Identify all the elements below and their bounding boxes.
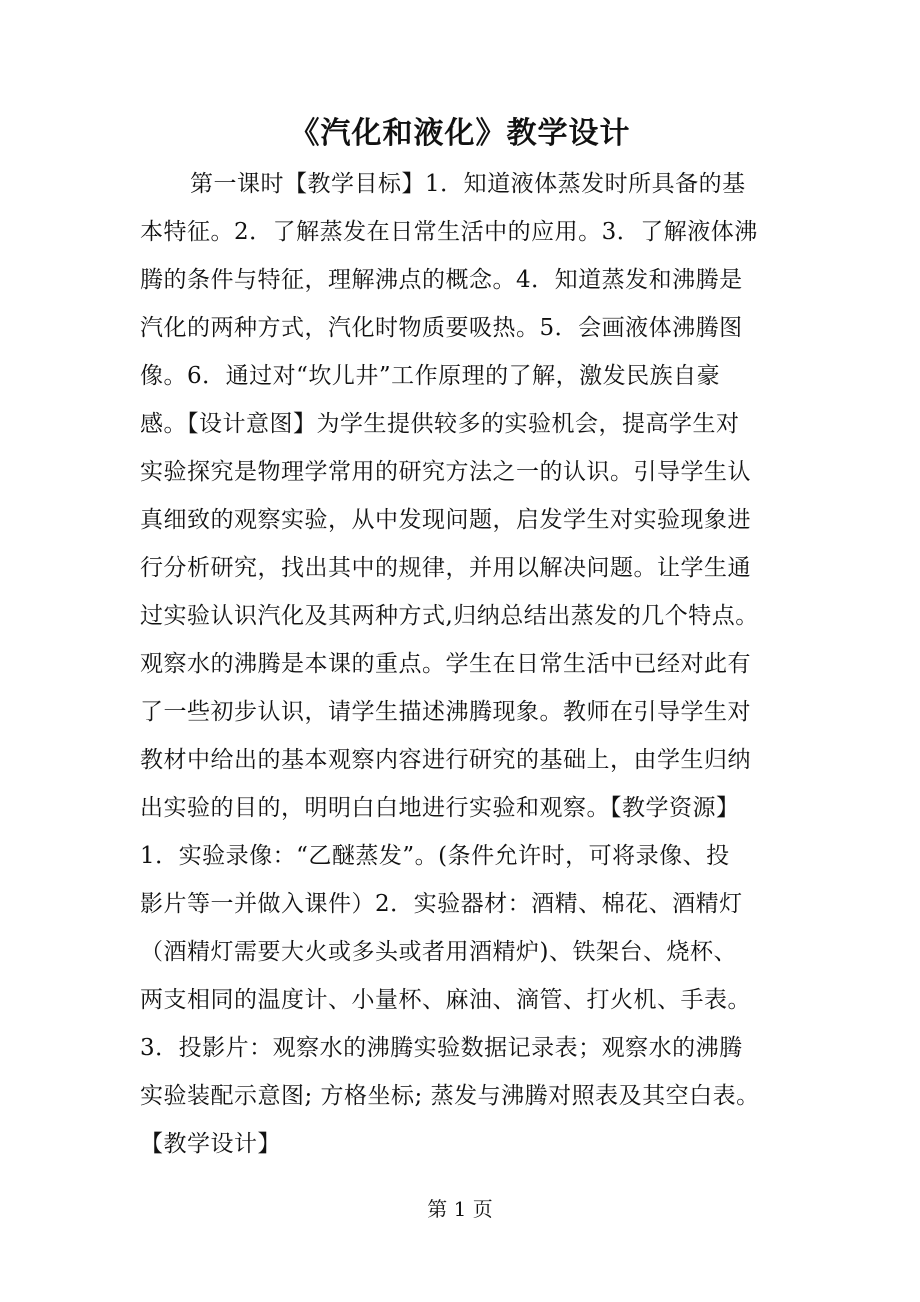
body-line: 出实验的目的，明明白白地进行实验和观察。【教学资源】 [140,795,740,821]
body-line: 观察水的沸腾是本课的重点。学生在日常生活中已经对此有 [140,651,751,677]
body-line: 行分析研究，找出其中的规律，并用以解决问题。让学生通 [140,555,751,581]
body-line: 第一课时【教学目标】1．知道液体蒸发时所具备的基 [190,171,746,197]
body-line: 腾的条件与特征，理解沸点的概念。4．知道蒸发和沸腾是 [140,267,743,293]
page-number: 第 1 页 [427,1197,493,1221]
document-title: 《汽化和液化》教学设计 [289,116,631,151]
body-line: 3．投影片：观察水的沸腾实验数据记录表；观察水的沸腾 [140,1035,743,1061]
body-line: 本特征。2．了解蒸发在日常生活中的应用。3．了解液体沸 [140,219,758,245]
body-line: 实验探究是物理学常用的研究方法之一的认识。引导学生认 [140,459,751,485]
body-line: 过实验认识汽化及其两种方式,归纳总结出蒸发的几个特点。 [140,603,759,629]
body-line: （酒精灯需要大火或多头或者用酒精炉)、铁架台、烧杯、 [140,939,737,965]
body-line: 感。【设计意图】为学生提供较多的实验机会，提高学生对 [140,411,740,437]
body-line: 教材中给出的基本观察内容进行研究的基础上，由学生归纳 [140,747,751,773]
body-line: 实验装配示意图; 方格坐标; 蒸发与沸腾对照表及其空白表。 [140,1083,760,1109]
body-line: 了一些初步认识，请学生描述沸腾现象。教师在引导学生对 [140,699,751,725]
body-line: 【教学设计】 [140,1131,281,1157]
body-line: 两支相同的温度计、小量杯、麻油、滴管、打火机、手表。 [140,987,751,1013]
body-line: 像。6．通过对“坎儿井”工作原理的了解，激发民族自豪 [140,363,721,389]
body-line: 影片等一并做入课件）2．实验器材：酒精、棉花、酒精灯 [140,891,743,917]
body-line: 汽化的两种方式，汽化时物质要吸热。5．会画液体沸腾图 [140,315,743,341]
body-line: 1．实验录像：“乙醚蒸发”。(条件允许时，可将录像、投 [140,843,730,869]
document-body [140,160,820,1168]
body-line: 真细致的观察实验，从中发现问题，启发学生对实验现象进 [140,507,751,533]
